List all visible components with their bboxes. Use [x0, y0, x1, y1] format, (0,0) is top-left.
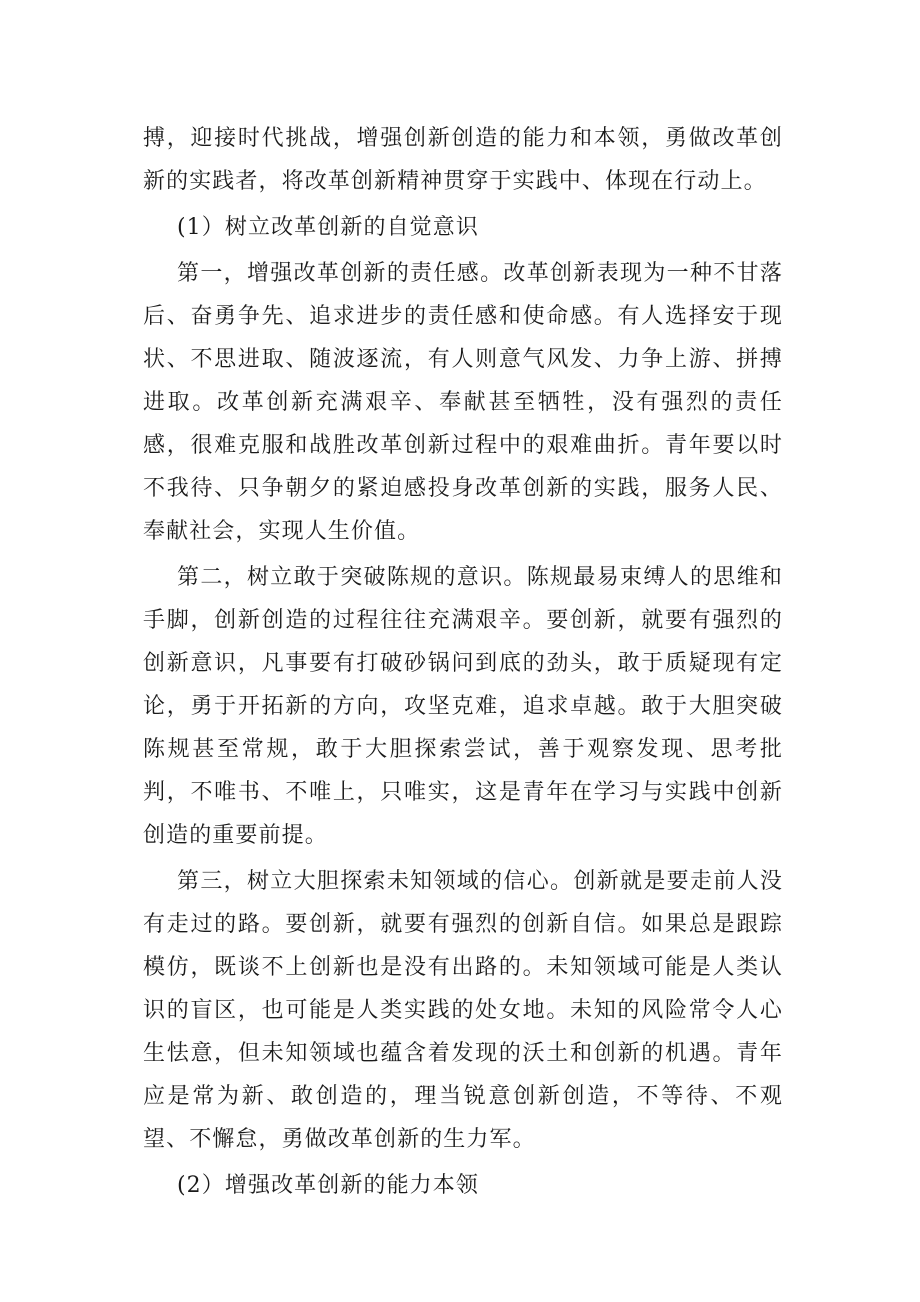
section-heading-2: (2）增强改革创新的能力本领 [177, 1173, 479, 1198]
paragraph-continuation: 搏，迎接时代挑战，增强创新创造的能力和本领，勇做改革创新的实践者，将改革创新精神贯穿于实践中、体现在行动上。 [143, 126, 783, 194]
paragraph-third-point: 第三，树立大胆探索未知领域的信心。创新就是要走前人没有走过的路。要创新，就要有强烈的创新自信。如果总是跟踪模仿，既谈不上创新也是没有出路的。未知领域可能是人类认识的盲区，也可能是人类实践的处女地。未知的风险常令人心生怯意，但未知领域也蕴含着发现的沃土和创新的机遇。青年应是常为新、敢创造的，理当锐意创新创造，不等待、不观望、不懈怠，勇做改革创新的生力军。 [143, 869, 783, 1152]
paragraph-first-point: 第一，增强改革创新的责任感。改革创新表现为一种不甘落后、奋勇争先、追求进步的责任感和使命感。有人选择安于现状、不思进取、随波逐流，有人则意气风发、力争上游、拼搏进取。改革创新充满艰辛、奉献甚至牺牲，没有强烈的责任感，很难克服和战胜改革创新过程中的艰难曲折。青年要以时不我待、只争朝夕的紧迫感投身改革创新的实践，服务人民、奉献社会，实现人生价值。 [143, 261, 783, 544]
document-body [143, 117, 783, 1210]
paragraph-second-point: 第二，树立敢于突破陈规的意识。陈规最易束缚人的思维和手脚，创新创造的过程往往充满艰辛。要创新，就要有强烈的创新意识，凡事要有打破砂锅问到底的劲头，敢于质疑现有定论，勇于开拓新的方向，攻坚克难，追求卓越。敢于大胆突破陈规甚至常规，敢于大胆探索尝试，善于观察发现、思考批判，不唯书、不唯上，只唯实，这是青年在学习与实践中创新创造的重要前提。 [143, 565, 783, 848]
section-heading-1: (1）树立改革创新的自觉意识 [177, 215, 479, 240]
